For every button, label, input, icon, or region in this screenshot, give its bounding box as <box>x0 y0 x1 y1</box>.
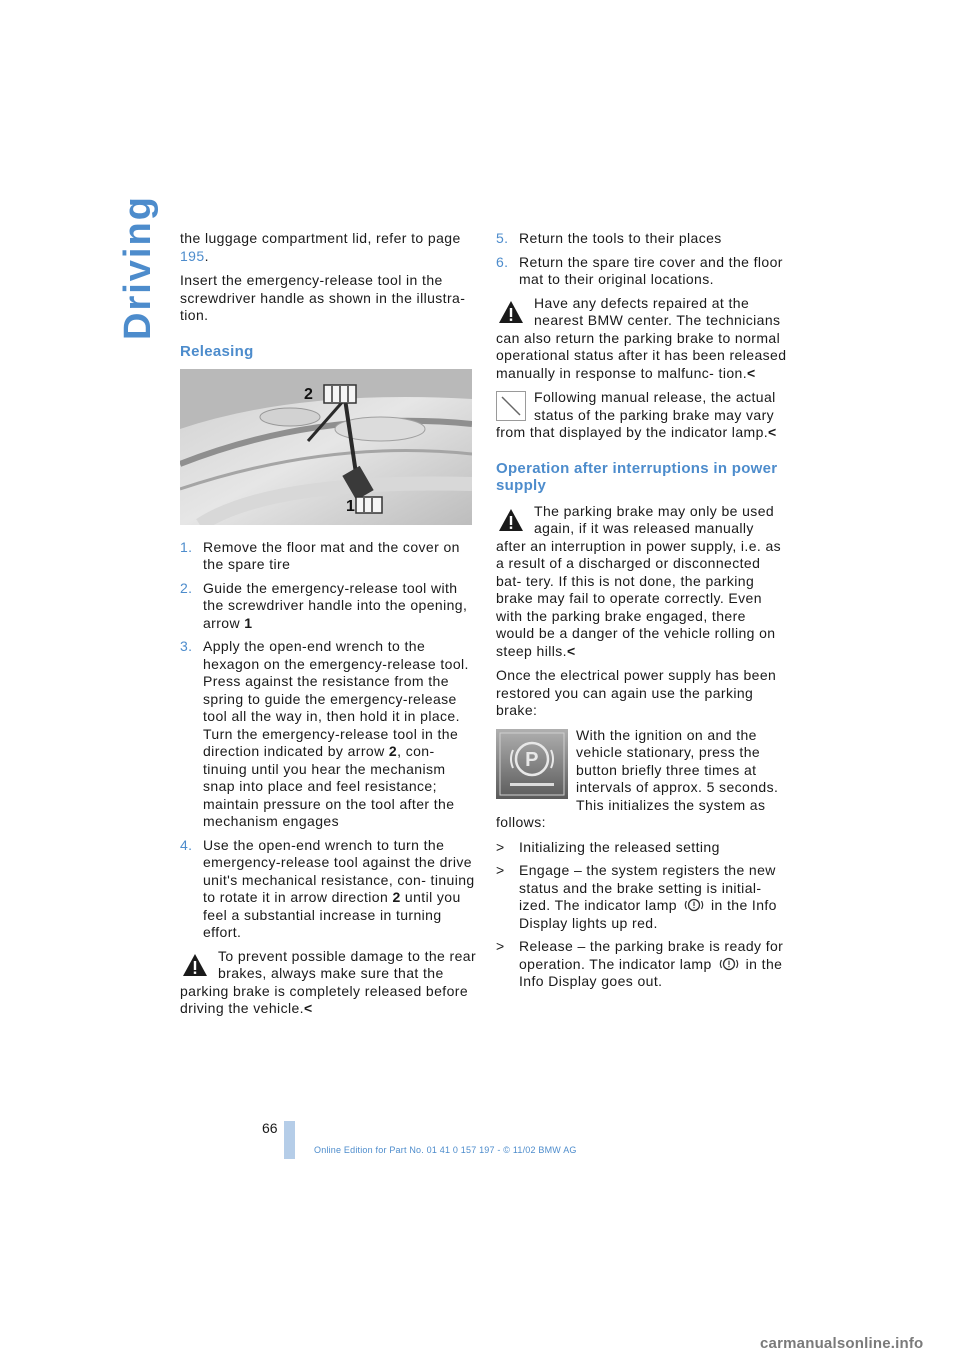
right-column <box>496 230 788 997</box>
restore-paragraph: Once the electrical power supply has been restored you can again use the parking brake: <box>496 667 777 718</box>
hint-arrow-icon <box>496 391 526 421</box>
section-title: Driving <box>117 195 159 340</box>
list-item: 3. Apply the open-end wrench to the hexagon on the emergency-release tool. Press against the resistance from the spring to guide the emergency-release tool all the way in, then hold it in place. Turn the emergency-release tool in the direction indicated by arrow 2, con- tinuing until you hear the mechanism snap into place and feel resistance; maintain pressure on the tool after the mechanism engages <box>180 638 469 829</box>
warning-note: Have any defects repaired at the nearest BMW center. The technicians can also return the parking brake to normal operational status after it has been released manually in response to malfunc- tion.< <box>496 294 787 381</box>
list-item: 2. Guide the emergency-release tool with the screwdriver handle into the opening, arrow 1 <box>180 579 468 631</box>
warning-note: The parking brake may only be used again, if it was released manually after an interruption in power supply, i.e. as a result of a discharged or disconnected bat- tery. If this is not done, the parking brake may fail to operate correctly. Even with the parking brake engaged, there would be a danger of the vehicle rolling on steep hills.< <box>496 502 782 659</box>
parking-brake-button-icon <box>496 729 568 799</box>
steps-list-left <box>180 539 476 942</box>
steps-list-right <box>496 230 788 289</box>
warning-icon <box>496 297 526 327</box>
hint-note: Following manual release, the actual status of the parking brake may vary from that displayed by the indicator lamp.< <box>496 389 777 440</box>
warning-icon <box>496 505 526 535</box>
left-column <box>180 230 476 1025</box>
site-watermark: carmanualsonline.info <box>760 1335 924 1352</box>
page-number: 66 <box>262 1120 278 1136</box>
list-item: > Engage – the system registers the new status and the brake setting is initial- ized. The indicator lamp in the Info Display lights up red. <box>496 862 777 931</box>
list-item: 4. Use the open-end wrench to turn the emergency-release tool against the drive unit's mechanical resistance, con- tinuing to rotate it in arrow direction 2 until you feel a substantial increase in turning effort. <box>180 836 475 940</box>
list-item: 5. Return the tools to their places <box>496 230 722 246</box>
arrow-label-1: 1 <box>346 497 355 515</box>
init-steps-list <box>496 839 788 991</box>
heading-power-supply: Operation after interruptions in power supply <box>496 459 778 494</box>
warning-icon <box>180 950 210 980</box>
parking-button-note: P With the ignition on and the vehicle stationary, press the button briefly three times at intervals of approx. 5 seconds. This initializes the system as follows: <box>496 726 779 830</box>
warning-note: To prevent possible damage to the rear brakes, always make sure that the parking brake is completely released before driving the vehicle.< <box>180 947 477 1016</box>
edition-footer: Online Edition for Part No. 01 41 0 157 197 - © 11/02 BMW AG <box>314 1145 577 1155</box>
instruction-paragraph: Insert the emergency-release tool in the screwdriver handle as shown in the illustra- tion. <box>180 272 466 323</box>
list-item: > Initializing the released setting <box>496 838 720 855</box>
svg-text:P: P <box>525 748 539 771</box>
intro-paragraph: the luggage compartment lid, refer to page 195. <box>180 230 461 264</box>
release-tool-illustration <box>180 369 472 525</box>
page-link[interactable]: 195 <box>180 247 205 264</box>
brake-indicator-lamp-icon <box>683 898 705 912</box>
list-item: 6. Return the spare tire cover and the floor mat to their original locations. <box>496 253 783 287</box>
list-item: 1. Remove the floor mat and the cover on the spare tire <box>180 538 460 572</box>
list-item: > Release – the parking brake is ready for operation. The indicator lamp in the Info Display goes out. <box>496 938 784 989</box>
brake-indicator-lamp-icon <box>718 957 740 971</box>
footer-bar <box>284 1121 295 1159</box>
heading-releasing: Releasing <box>180 342 254 360</box>
arrow-label-2: 2 <box>304 385 313 403</box>
